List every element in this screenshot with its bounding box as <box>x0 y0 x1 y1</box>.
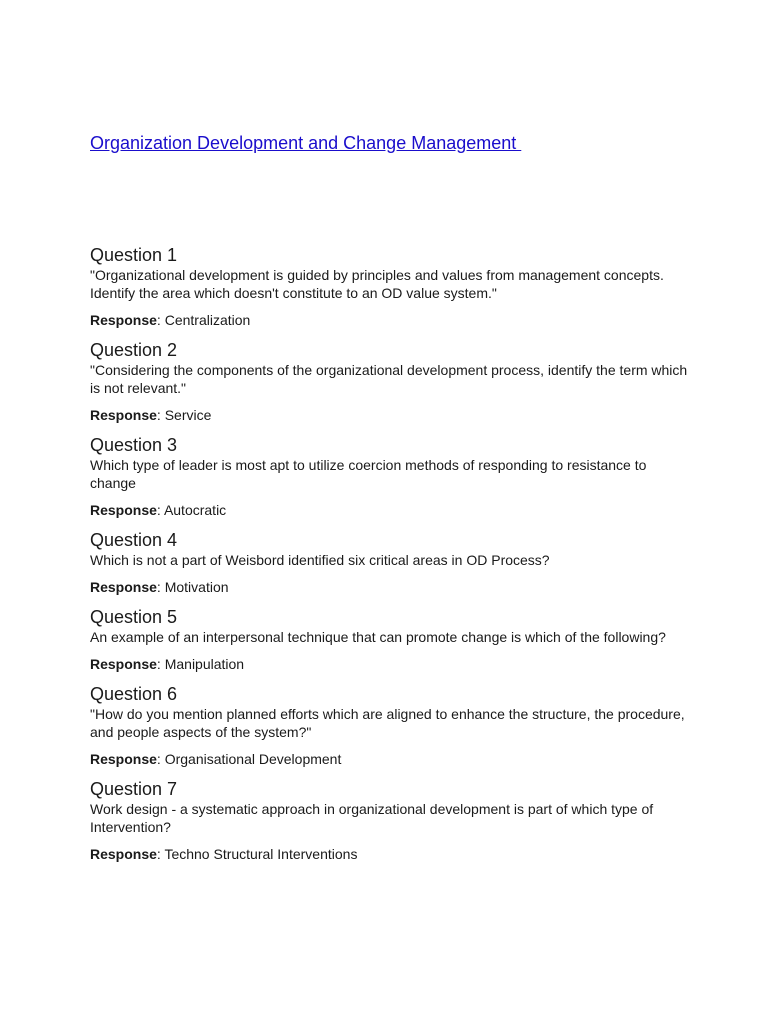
question-heading: Question 1 <box>90 245 178 265</box>
response-label: Response <box>90 846 157 862</box>
question-text: Which type of leader is most apt to utilize coercion methods of responding to resistance to change <box>90 457 647 491</box>
question-heading: Question 3 <box>90 435 178 455</box>
question-heading: Question 6 <box>90 684 178 704</box>
question-text: "How do you mention planned efforts which are aligned to enhance the structure, the procedure, and people aspects of the system?" <box>90 706 685 740</box>
question-text: "Considering the components of the organizational development process, identify the term which is not relevant." <box>90 362 688 396</box>
question-text: An example of an interpersonal technique that can promote change is which of the following? <box>90 629 666 645</box>
question-text: "Organizational development is guided by principles and values from management concepts. Identify the area which doesn't constitute to an OD value system." <box>90 267 664 301</box>
question-heading: Question 2 <box>90 340 178 360</box>
response-value: Service <box>164 407 212 423</box>
question-response: Response: Techno Structural Interventions <box>90 846 358 862</box>
document-title-link[interactable]: Organization Development and Change Management <box>90 133 522 153</box>
response-label: Response <box>90 751 157 767</box>
response-value: Centralization <box>164 312 251 328</box>
response-label: Response <box>90 579 157 595</box>
question-item <box>90 606 690 673</box>
question-item <box>90 683 690 768</box>
question-list <box>90 244 690 873</box>
question-response: Response: Centralization <box>90 312 251 328</box>
question-item <box>90 244 690 329</box>
question-text: Work design - a systematic approach in organizational development is part of which type of Intervention? <box>90 801 654 835</box>
response-label: Response <box>90 502 157 518</box>
response-label: Response <box>90 407 157 423</box>
response-value: Autocratic <box>163 502 227 518</box>
question-response: Response: Motivation <box>90 579 229 595</box>
question-response: Response: Manipulation <box>90 656 245 672</box>
question-response: Response: Autocratic <box>90 502 227 518</box>
response-value: Organisational Development <box>164 751 342 767</box>
question-heading: Question 7 <box>90 779 178 799</box>
question-heading: Question 5 <box>90 607 178 627</box>
question-response: Response: Service <box>90 407 212 423</box>
response-value: Manipulation <box>164 656 245 672</box>
response-label: Response <box>90 312 157 328</box>
question-item <box>90 778 690 863</box>
question-item <box>90 434 690 519</box>
response-value: Techno Structural Interventions <box>164 846 358 862</box>
question-text: Which is not a part of Weisbord identified six critical areas in OD Process? <box>90 552 550 568</box>
question-response: Response: Organisational Development <box>90 751 342 767</box>
question-item <box>90 529 690 596</box>
response-label: Response <box>90 656 157 672</box>
question-heading: Question 4 <box>90 530 178 550</box>
response-value: Motivation <box>164 579 229 595</box>
question-item <box>90 339 690 424</box>
